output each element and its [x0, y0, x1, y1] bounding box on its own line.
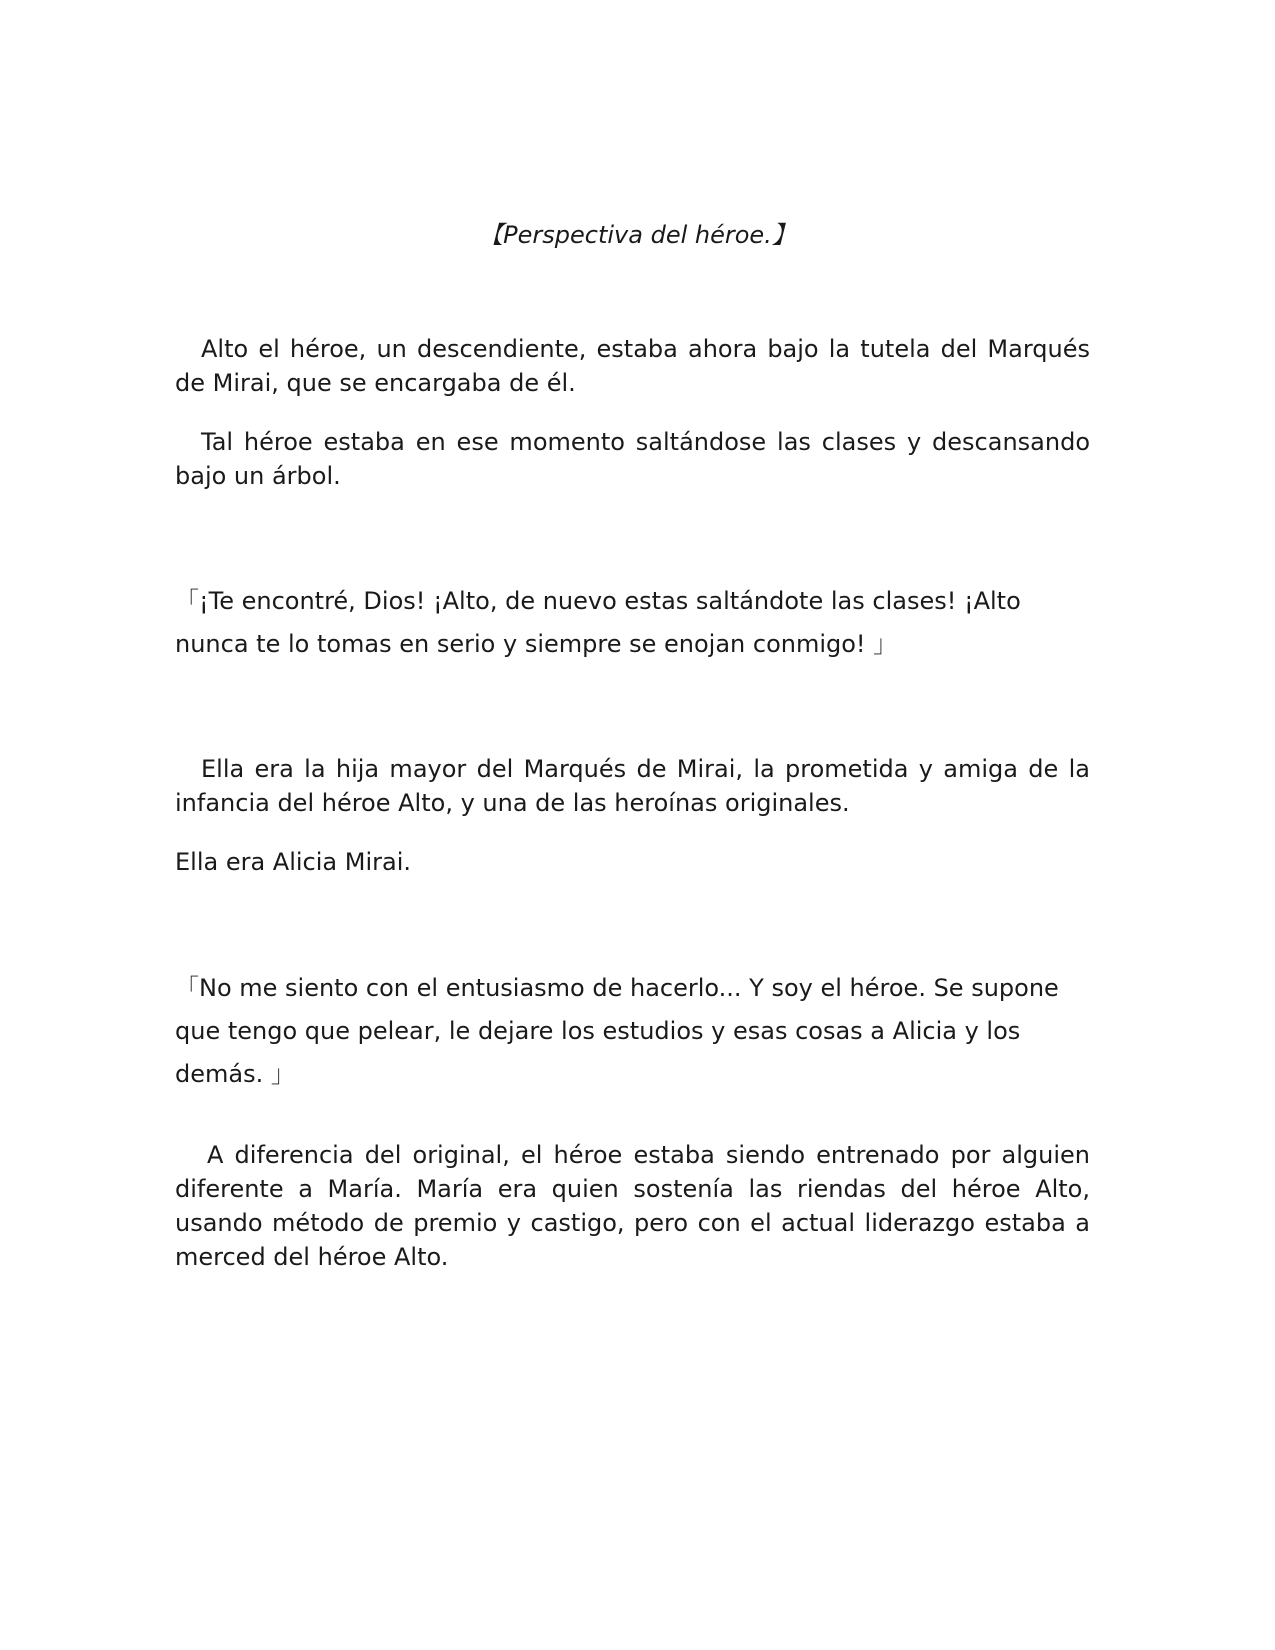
- dialogue-1: 「¡Te encontré, Dios! ¡Alto, de nuevo estas saltándote las clases! ¡Alto nunca te lo tomas en serio y siempre se enojan conmigo! 」: [175, 587, 1021, 658]
- section-title: 【Perspectiva del héroe.】: [479, 221, 796, 249]
- paragraph-4: Ella era Alicia Mirai.: [175, 848, 412, 876]
- paragraph-2: Tal héroe estaba en ese momento saltándose las clases y descansando bajo un árbol.: [175, 428, 1090, 490]
- dialogue-2: 「No me siento con el entusiasmo de hacerlo... Y soy el héroe. Se supone que tengo que pelear, le dejare los estudios y esas cosas a Alicia y los demás. 」: [175, 974, 1059, 1088]
- paragraph-5: A diferencia del original, el héroe estaba siendo entrenado por alguien diferente a María. María era quien sostenía las riendas del héroe Alto, usando método de premio y castigo, pero con el actual liderazgo estaba a merced del héroe Alto.: [175, 1141, 1090, 1271]
- paragraph-1: Alto el héroe, un descendiente, estaba ahora bajo la tutela del Marqués de Mirai, que se encargaba de él.: [175, 335, 1090, 397]
- paragraph-3: Ella era la hija mayor del Marqués de Mirai, la prometida y amiga de la infancia del héroe Alto, y una de las heroínas originales.: [175, 755, 1090, 817]
